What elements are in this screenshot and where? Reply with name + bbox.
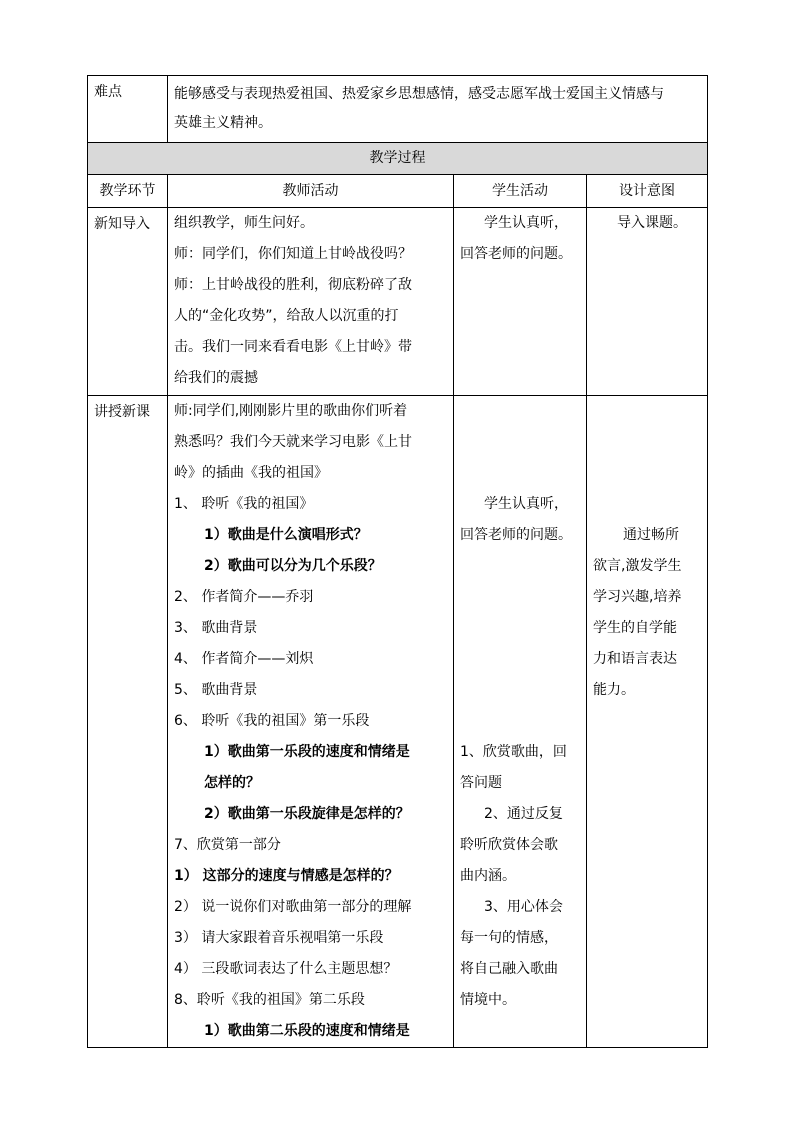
student-line: 3、用心体会	[484, 899, 563, 915]
teacher-line: 给我们的震撼	[174, 370, 258, 386]
intro-teacher	[168, 208, 454, 396]
lesson-student	[454, 396, 587, 1048]
teacher-line: 2） 说一说你们对歌曲第一部分的理解	[174, 899, 412, 915]
intro-student	[454, 208, 587, 396]
teacher-line: 击。我们一同来看看电影《上甘岭》带	[174, 339, 412, 355]
intro-row	[88, 208, 708, 396]
student-line: 学生认真听，	[484, 496, 568, 512]
teacher-line: 1、 聆听《我的祖国》	[174, 496, 314, 512]
student-line: 每一句的情感，	[460, 930, 558, 946]
header-teacher: 教师活动	[168, 175, 454, 208]
lesson-plan-table	[87, 75, 708, 1048]
header-stage: 教学环节	[88, 175, 168, 208]
teacher-line: 人的“金化攻势”，给敌人以沉重的打	[174, 308, 399, 324]
teacher-line: 师：上甘岭战役的胜利，彻底粉碎了敌	[174, 277, 412, 293]
intent-line: 力和语言表达	[593, 651, 677, 667]
lesson-intent	[587, 396, 708, 1048]
teacher-line: 1） 这部分的速度与情感是怎样的？	[174, 868, 399, 884]
student-line: 曲内涵。	[460, 868, 516, 884]
intent-line: 能力。	[593, 682, 635, 698]
student-line: 情境中。	[460, 992, 516, 1008]
teacher-line: 4、 作者简介——刘炽	[174, 651, 314, 667]
difficulty-text	[168, 76, 708, 143]
student-line: 回答老师的问题。	[460, 527, 572, 543]
student-line: 学生认真听，	[484, 215, 568, 231]
teacher-line: 5、 歌曲背景	[174, 682, 258, 698]
intent-line: 导入课题。	[617, 215, 687, 231]
teacher-line: 1）歌曲第一乐段的速度和情绪是	[204, 744, 410, 760]
teacher-line: 2）歌曲第一乐段旋律是怎样的？	[204, 806, 410, 822]
difficulty-label: 难点	[88, 76, 168, 143]
student-line: 聆听欣赏体会歌	[460, 837, 558, 853]
lesson-plan-document	[87, 75, 707, 1048]
header-row	[88, 175, 708, 208]
lesson-teacher	[168, 396, 454, 1048]
student-line: 将自己融入歌曲	[460, 961, 558, 977]
teacher-line: 7、欣赏第一部分	[174, 837, 281, 853]
teacher-line: 6、 聆听《我的祖国》第一乐段	[174, 713, 370, 729]
teacher-line: 3） 请大家跟着音乐视唱第一乐段	[174, 930, 384, 946]
difficulty-line: 能够感受与表现热爱祖国、热爱家乡思想感情，感受志愿军战士爱国主义情感与	[174, 86, 664, 102]
student-line: 答问题	[460, 775, 502, 791]
student-line: 回答老师的问题。	[460, 246, 572, 262]
intent-line: 学生的自学能	[593, 620, 677, 636]
difficulty-line: 英雄主义精神。	[174, 115, 272, 131]
teacher-line: 4） 三段歌词表达了什么主题思想？	[174, 961, 398, 977]
teacher-line: 1）歌曲第二乐段的速度和情绪是	[204, 1023, 410, 1039]
teacher-line: 组织教学，师生问好。	[174, 215, 314, 231]
teacher-line: 怎样的？	[204, 775, 260, 791]
process-title-row	[88, 143, 708, 175]
intro-intent	[587, 208, 708, 396]
teacher-line: 2）歌曲可以分为几个乐段？	[204, 558, 382, 574]
process-title: 教学过程	[88, 143, 708, 175]
teacher-line: 1）歌曲是什么演唱形式？	[204, 527, 368, 543]
teacher-line: 熟悉吗？我们今天就来学习电影《上甘	[174, 434, 412, 450]
intent-line: 欲言,激发学生	[593, 558, 682, 574]
intent-line: 学习兴趣,培养	[593, 589, 682, 605]
student-line: 2、通过反复	[484, 806, 563, 822]
lesson-row	[88, 396, 708, 1048]
header-intent: 设计意图	[587, 175, 708, 208]
teacher-line: 岭》的插曲《我的祖国》	[174, 465, 328, 481]
teacher-line: 师:同学们,刚刚影片里的歌曲你们听着	[174, 403, 408, 419]
teacher-line: 2、 作者简介——乔羽	[174, 589, 314, 605]
teacher-line: 8、聆听《我的祖国》第二乐段	[174, 992, 365, 1008]
intro-stage: 新知导入	[88, 208, 168, 396]
lesson-stage: 讲授新课	[88, 396, 168, 1048]
teacher-line: 师：同学们，你们知道上甘岭战役吗？	[174, 246, 412, 262]
student-line: 1、欣赏歌曲，回	[460, 744, 567, 760]
teacher-line: 3、 歌曲背景	[174, 620, 258, 636]
intent-line: 通过畅所	[623, 527, 679, 543]
header-student: 学生活动	[454, 175, 587, 208]
difficulty-row	[88, 76, 708, 143]
